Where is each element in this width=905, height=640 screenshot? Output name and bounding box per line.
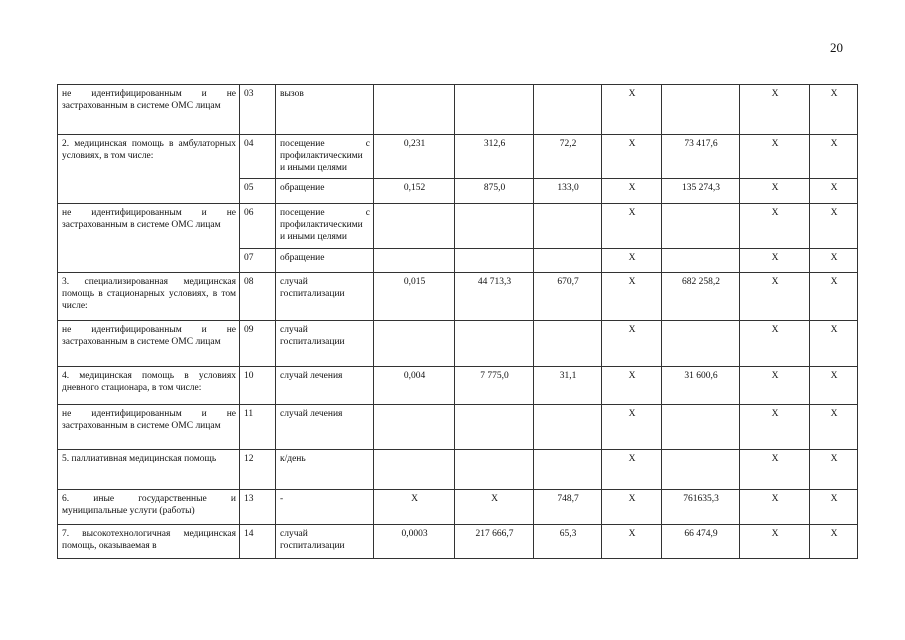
cell-row-code: 06 (240, 204, 276, 249)
cell-volume-norm (374, 204, 455, 249)
cell-per-capita-oms: X (602, 85, 662, 135)
cell-description: не идентифицированным и не застрахованным в системе ОМС лицам (58, 204, 240, 273)
cell-row-code: 04 (240, 135, 276, 179)
cell-unit: к/день (276, 450, 374, 490)
cell-total-budget: 761635,3 (662, 490, 740, 525)
cell-row-code: 10 (240, 367, 276, 405)
cell-total-oms: X (740, 179, 810, 204)
cell-volume-norm: 0,152 (374, 179, 455, 204)
cell-unit: обращение (276, 179, 374, 204)
cell-total-oms: X (740, 321, 810, 367)
cell-description: 6. иные государственные и муниципальные услуги (работы) (58, 490, 240, 525)
cell-percent: X (810, 525, 858, 559)
table-row (58, 135, 858, 179)
cell-unit: случай лечения (276, 405, 374, 450)
cell-total-oms: X (740, 273, 810, 321)
cell-description: 3. специализированная медицинская помощь в стационарных условиях, в том числе: (58, 273, 240, 321)
cell-volume-norm (374, 450, 455, 490)
table-row (58, 405, 858, 450)
cell-per-capita-oms: X (602, 249, 662, 273)
tariff-table (57, 84, 858, 559)
cell-volume-norm: X (374, 490, 455, 525)
cell-unit: вызов (276, 85, 374, 135)
cell-volume-norm (374, 405, 455, 450)
cell-row-code: 13 (240, 490, 276, 525)
cell-unit: случай госпитализации (276, 321, 374, 367)
cell-total-oms: X (740, 204, 810, 249)
cell-per-capita-budget (534, 450, 602, 490)
cell-cost-per-unit: X (455, 490, 534, 525)
cell-cost-per-unit (455, 85, 534, 135)
table-row (58, 85, 858, 135)
cell-description: не идентифицированным и не застрахованным в системе ОМС лицам (58, 321, 240, 367)
table-row (58, 321, 858, 367)
cell-percent: X (810, 179, 858, 204)
table-row (58, 490, 858, 525)
cell-description: 5. паллиативная медицинская помощь (58, 450, 240, 490)
cell-unit: случай госпитализации (276, 273, 374, 321)
cell-row-code: 08 (240, 273, 276, 321)
cell-total-budget (662, 249, 740, 273)
cell-per-capita-budget (534, 405, 602, 450)
cell-volume-norm (374, 321, 455, 367)
cell-per-capita-oms: X (602, 490, 662, 525)
cell-cost-per-unit (455, 405, 534, 450)
cell-row-code: 14 (240, 525, 276, 559)
cell-volume-norm: 0,004 (374, 367, 455, 405)
page-number: 20 (830, 40, 843, 55)
cell-total-oms: X (740, 525, 810, 559)
cell-percent: X (810, 135, 858, 179)
cell-per-capita-oms: X (602, 135, 662, 179)
cell-per-capita-budget (534, 321, 602, 367)
cell-percent: X (810, 204, 858, 249)
cell-percent: X (810, 490, 858, 525)
cell-per-capita-oms: X (602, 525, 662, 559)
cell-unit: посещение с профилактическими и иными целями (276, 135, 374, 179)
cell-per-capita-budget (534, 249, 602, 273)
cell-percent: X (810, 367, 858, 405)
cell-per-capita-budget: 133,0 (534, 179, 602, 204)
cell-unit: посещение с профилактическими и иными целями (276, 204, 374, 249)
cell-percent: X (810, 249, 858, 273)
cell-per-capita-oms: X (602, 405, 662, 450)
table-row (58, 273, 858, 321)
cell-per-capita-budget: 670,7 (534, 273, 602, 321)
table-row (58, 450, 858, 490)
cell-total-budget (662, 450, 740, 490)
cell-percent: X (810, 321, 858, 367)
cell-volume-norm: 0,0003 (374, 525, 455, 559)
cell-cost-per-unit: 217 666,7 (455, 525, 534, 559)
cell-total-oms: X (740, 135, 810, 179)
cell-total-oms: X (740, 367, 810, 405)
cell-unit: случай госпитализации (276, 525, 374, 559)
cell-volume-norm: 0,015 (374, 273, 455, 321)
cell-percent: X (810, 405, 858, 450)
cell-cost-per-unit (455, 321, 534, 367)
cell-total-budget: 66 474,9 (662, 525, 740, 559)
table-row (58, 525, 858, 559)
cell-description: 7. высокотехнологичная медицинская помощь, оказываемая в (58, 525, 240, 559)
cell-total-budget: 135 274,3 (662, 179, 740, 204)
cell-total-budget: 31 600,6 (662, 367, 740, 405)
cell-description: не идентифицированным и не застрахованным в системе ОМС лицам (58, 405, 240, 450)
cell-row-code: 03 (240, 85, 276, 135)
cell-total-oms: X (740, 249, 810, 273)
cell-per-capita-budget (534, 204, 602, 249)
cell-per-capita-budget: 748,7 (534, 490, 602, 525)
cell-total-budget: 73 417,6 (662, 135, 740, 179)
cell-unit: - (276, 490, 374, 525)
cell-cost-per-unit (455, 249, 534, 273)
cell-cost-per-unit: 44 713,3 (455, 273, 534, 321)
cell-total-oms: X (740, 85, 810, 135)
cell-total-budget (662, 321, 740, 367)
cell-unit: случай лечения (276, 367, 374, 405)
cell-description: не идентифицированным и не застрахованным в системе ОМС лицам (58, 85, 240, 135)
cell-per-capita-oms: X (602, 204, 662, 249)
cell-per-capita-oms: X (602, 321, 662, 367)
cell-row-code: 05 (240, 179, 276, 204)
cell-volume-norm (374, 85, 455, 135)
cell-row-code: 11 (240, 405, 276, 450)
cell-total-budget (662, 204, 740, 249)
cell-description: 4. медицинская помощь в условиях дневного стационара, в том числе: (58, 367, 240, 405)
cell-row-code: 09 (240, 321, 276, 367)
cell-total-budget (662, 405, 740, 450)
cell-cost-per-unit (455, 450, 534, 490)
table-row (58, 204, 858, 249)
cell-percent: X (810, 450, 858, 490)
table-body (58, 85, 858, 559)
cell-per-capita-oms: X (602, 179, 662, 204)
cell-total-budget (662, 85, 740, 135)
cell-per-capita-budget: 31,1 (534, 367, 602, 405)
cell-description: 2. медицинская помощь в амбулаторных условиях, в том числе: (58, 135, 240, 204)
cell-percent: X (810, 85, 858, 135)
cell-per-capita-budget: 72,2 (534, 135, 602, 179)
cell-total-budget: 682 258,2 (662, 273, 740, 321)
cell-cost-per-unit: 7 775,0 (455, 367, 534, 405)
cell-row-code: 07 (240, 249, 276, 273)
cell-unit: обращение (276, 249, 374, 273)
cell-cost-per-unit: 875,0 (455, 179, 534, 204)
cell-per-capita-budget: 65,3 (534, 525, 602, 559)
cell-total-oms: X (740, 490, 810, 525)
cell-total-oms: X (740, 450, 810, 490)
cell-volume-norm (374, 249, 455, 273)
cell-percent: X (810, 273, 858, 321)
cell-per-capita-oms: X (602, 450, 662, 490)
cell-row-code: 12 (240, 450, 276, 490)
cell-cost-per-unit (455, 204, 534, 249)
cell-total-oms: X (740, 405, 810, 450)
cell-per-capita-budget (534, 85, 602, 135)
cell-per-capita-oms: X (602, 367, 662, 405)
cell-volume-norm: 0,231 (374, 135, 455, 179)
table-row (58, 367, 858, 405)
cell-per-capita-oms: X (602, 273, 662, 321)
cell-cost-per-unit: 312,6 (455, 135, 534, 179)
